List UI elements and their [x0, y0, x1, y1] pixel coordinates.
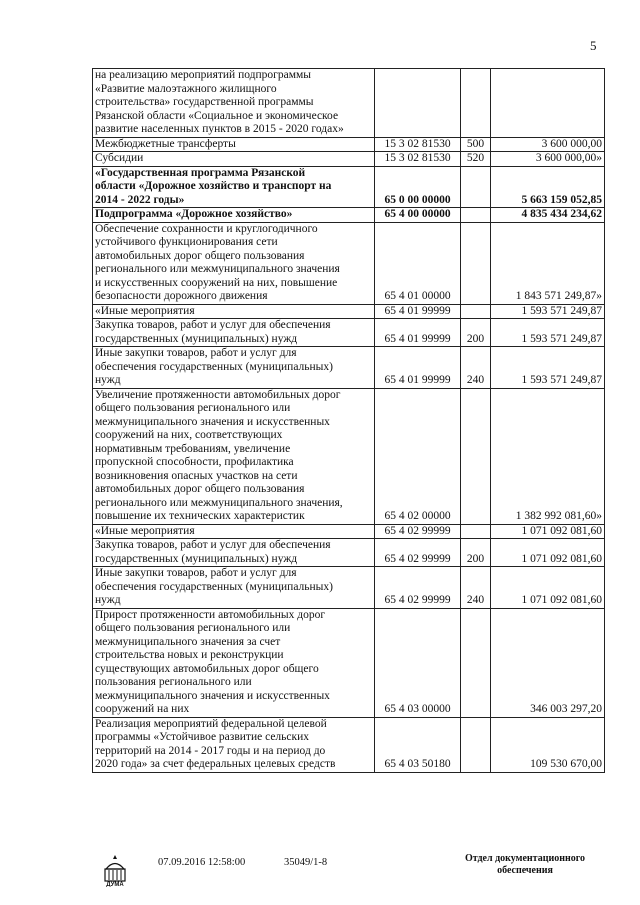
row-amount: 3 600 000,00» [491, 152, 605, 167]
row-target-code [375, 69, 461, 138]
row-amount: 1 071 092 081,60 [491, 567, 605, 609]
table-row [93, 608, 605, 717]
row-amount: 1 593 571 249,87 [491, 304, 605, 319]
budget-table [92, 68, 605, 773]
row-amount: 109 530 670,00 [491, 717, 605, 772]
row-description: на реализацию мероприятий подпрограммы «Развитие малоэтажного жилищного строительства» государственной программы Рязанской области «Социальное и экономическое развитие населенных пунктов в 2015 - 2020 годах» [93, 69, 375, 138]
row-amount: 1 593 571 249,87 [491, 319, 605, 347]
table-row [93, 152, 605, 167]
row-description: Закупка товаров, работ и услуг для обеспечения государственных (муниципальных) нужд [93, 539, 375, 567]
row-target-code: 65 4 00 00000 [375, 208, 461, 223]
row-target-code: 65 0 00 00000 [375, 166, 461, 208]
row-amount: 1 593 571 249,87 [491, 347, 605, 389]
row-expense-type: 200 [461, 539, 491, 567]
row-expense-type [461, 69, 491, 138]
table-row [93, 539, 605, 567]
row-target-code: 65 4 02 99999 [375, 567, 461, 609]
row-target-code: 15 3 02 81530 [375, 137, 461, 152]
row-amount: 4 835 434 234,62 [491, 208, 605, 223]
row-amount: 1 071 092 081,60 [491, 539, 605, 567]
row-amount: 5 663 159 052,85 [491, 166, 605, 208]
row-target-code: 65 4 02 99999 [375, 524, 461, 539]
table-row [93, 137, 605, 152]
row-description: Закупка товаров, работ и услуг для обеспечения государственных (муниципальных) нужд [93, 319, 375, 347]
row-expense-type [461, 388, 491, 524]
row-expense-type [461, 166, 491, 208]
table-row [93, 69, 605, 138]
row-description: Подпрограмма «Дорожное хозяйство» [93, 208, 375, 223]
footer-department: Отдел документационного обеспечения [464, 853, 586, 876]
row-target-code: 65 4 01 99999 [375, 347, 461, 389]
row-description: Иные закупки товаров, работ и услуг для обеспечения государственных (муниципальных) нужд [93, 567, 375, 609]
row-amount: 1 843 571 249,87» [491, 222, 605, 304]
row-expense-type [461, 524, 491, 539]
row-target-code: 65 4 01 99999 [375, 304, 461, 319]
table-row [93, 347, 605, 389]
table-row [93, 524, 605, 539]
row-expense-type: 240 [461, 567, 491, 609]
table-row [93, 567, 605, 609]
row-description: Прирост протяженности автомобильных дорог общего пользования регионального или межмуниципального значения за счет строительства новых и реконструкции существующих автомобильных дорог общего пользования регионального или межмуниципального значения и искусственных сооружений на них [93, 608, 375, 717]
logo-text: ДУМА [106, 882, 124, 887]
row-target-code: 15 3 02 81530 [375, 152, 461, 167]
table-row [93, 166, 605, 208]
row-description: Межбюджетные трансферты [93, 137, 375, 152]
row-description: «Иные мероприятия [93, 304, 375, 319]
row-expense-type [461, 717, 491, 772]
footer-timestamp: 07.09.2016 12:58:00 [158, 857, 246, 868]
row-description: «Иные мероприятия [93, 524, 375, 539]
row-target-code: 65 4 02 99999 [375, 539, 461, 567]
table-row [93, 319, 605, 347]
row-amount: 1 071 092 081,60 [491, 524, 605, 539]
row-amount: 3 600 000,00 [491, 137, 605, 152]
row-description: Субсидии [93, 152, 375, 167]
row-expense-type [461, 222, 491, 304]
table-row [93, 304, 605, 319]
row-description: Реализация мероприятий федеральной целевой программы «Устойчивое развитие сельских территорий на 2014 - 2017 годы и на период до 2020 года» за счет федеральных целевых средств [93, 717, 375, 772]
row-target-code: 65 4 02 00000 [375, 388, 461, 524]
table-row [93, 208, 605, 223]
row-expense-type: 500 [461, 137, 491, 152]
row-amount: 346 003 297,20 [491, 608, 605, 717]
page-number: 5 [590, 38, 597, 53]
row-expense-type [461, 608, 491, 717]
row-description: Увеличение протяженности автомобильных дорог общего пользования регионального или межмуниципального значения и искусственных сооружений на них, соответствующих нормативным требованиям, увеличение пропускной способности, профилактика возникновения опасных участков на сети автомобильных дорог общего пользования регионального или межмуниципального значения, повышение их технических характеристик [93, 388, 375, 524]
row-description: «Государственная программа Рязанской области «Дорожное хозяйство и транспорт на 2014 - 2022 годы» [93, 166, 375, 208]
row-expense-type: 240 [461, 347, 491, 389]
duma-logo-icon [100, 853, 130, 887]
table-row [93, 222, 605, 304]
row-target-code: 65 4 01 99999 [375, 319, 461, 347]
row-description: Иные закупки товаров, работ и услуг для обеспечения государственных (муниципальных) нужд [93, 347, 375, 389]
row-target-code: 65 4 01 00000 [375, 222, 461, 304]
row-amount: 1 382 992 081,60» [491, 388, 605, 524]
row-expense-type: 520 [461, 152, 491, 167]
row-expense-type [461, 304, 491, 319]
row-description: Обеспечение сохранности и круглогодичного устойчивого функционирования сети автомобильных дорог общего пользования регионального или межмуниципального значения и искусственных сооружений на них, повышение безопасности дорожного движения [93, 222, 375, 304]
table-row [93, 388, 605, 524]
footer-doc-number: 35049/1-8 [284, 857, 328, 868]
footer [0, 851, 640, 891]
row-expense-type: 200 [461, 319, 491, 347]
row-expense-type [461, 208, 491, 223]
row-target-code: 65 4 03 50180 [375, 717, 461, 772]
row-amount [491, 69, 605, 138]
row-target-code: 65 4 03 00000 [375, 608, 461, 717]
table-row [93, 717, 605, 772]
